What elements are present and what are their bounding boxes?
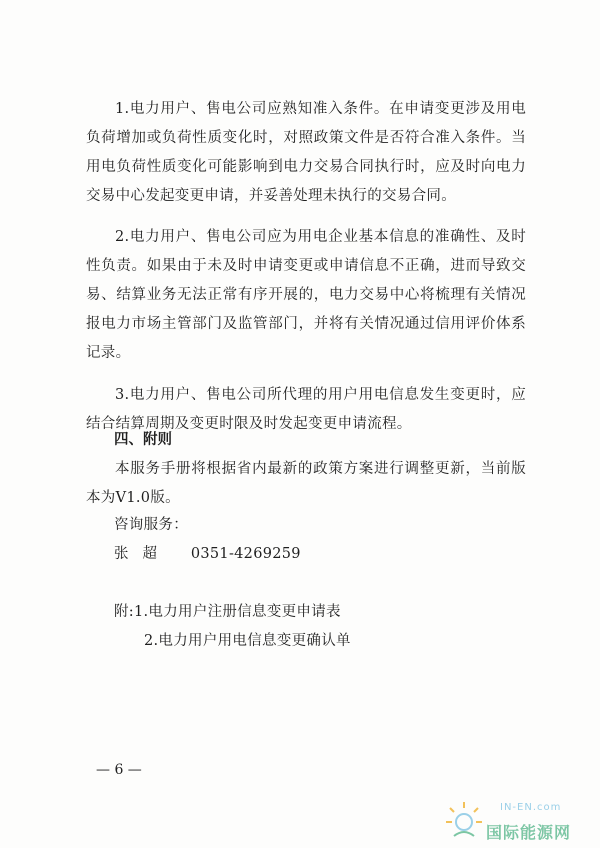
sun-logo-icon [444, 798, 484, 842]
paragraph-3: 3.电力用户、售电公司所代理的用户用电信息发生变更时，应结合结算周期及变更时限及时发起变更申请流程。 [86, 387, 526, 432]
paragraph-4: 本服务手册将根据省内最新的政策方案进行调整更新，当前版本为V1.0版。 [86, 461, 526, 506]
attachment-2: 2.电力用户用电信息变更确认单 [144, 633, 351, 649]
paragraph-2: 2.电力用户、售电公司应为用电企业基本信息的准确性、及时性负责。如果由于未及时申请变更或申请信息不正确，进而导致交易、结算业务无法正常有序开展的，电力交易中心将梳理有关情况报电力市场主管部门及监管部门，并将有关情况通过信用评价体系记录。 [86, 229, 526, 361]
consult-label: 咨询服务： [114, 517, 188, 533]
contact-name: 张超 [114, 546, 171, 562]
site-watermark [444, 794, 594, 844]
watermark-site: IN-EN.com [500, 802, 562, 813]
paragraph-1: 1.电力用户、售电公司应熟知准入条件。在申请变更涉及用电负荷增加或负荷性质变化时，对照政策文件是否符合准入条件。当用电负荷性质变化可能影响到电力交易合同执行时，应及时向电力交易中心发起变更申请，并妥善处理未执行的交易合同。 [86, 101, 526, 204]
contact-line [114, 540, 301, 569]
contact-phone: 0351-4269259 [190, 546, 301, 562]
watermark-brand: 国际能源网 [486, 823, 572, 842]
page-number: — 6 — [96, 762, 142, 778]
section-heading-appendix: 四、附则 [114, 432, 172, 448]
attachment-1: 附:1.电力用户注册信息变更申请表 [114, 604, 341, 620]
